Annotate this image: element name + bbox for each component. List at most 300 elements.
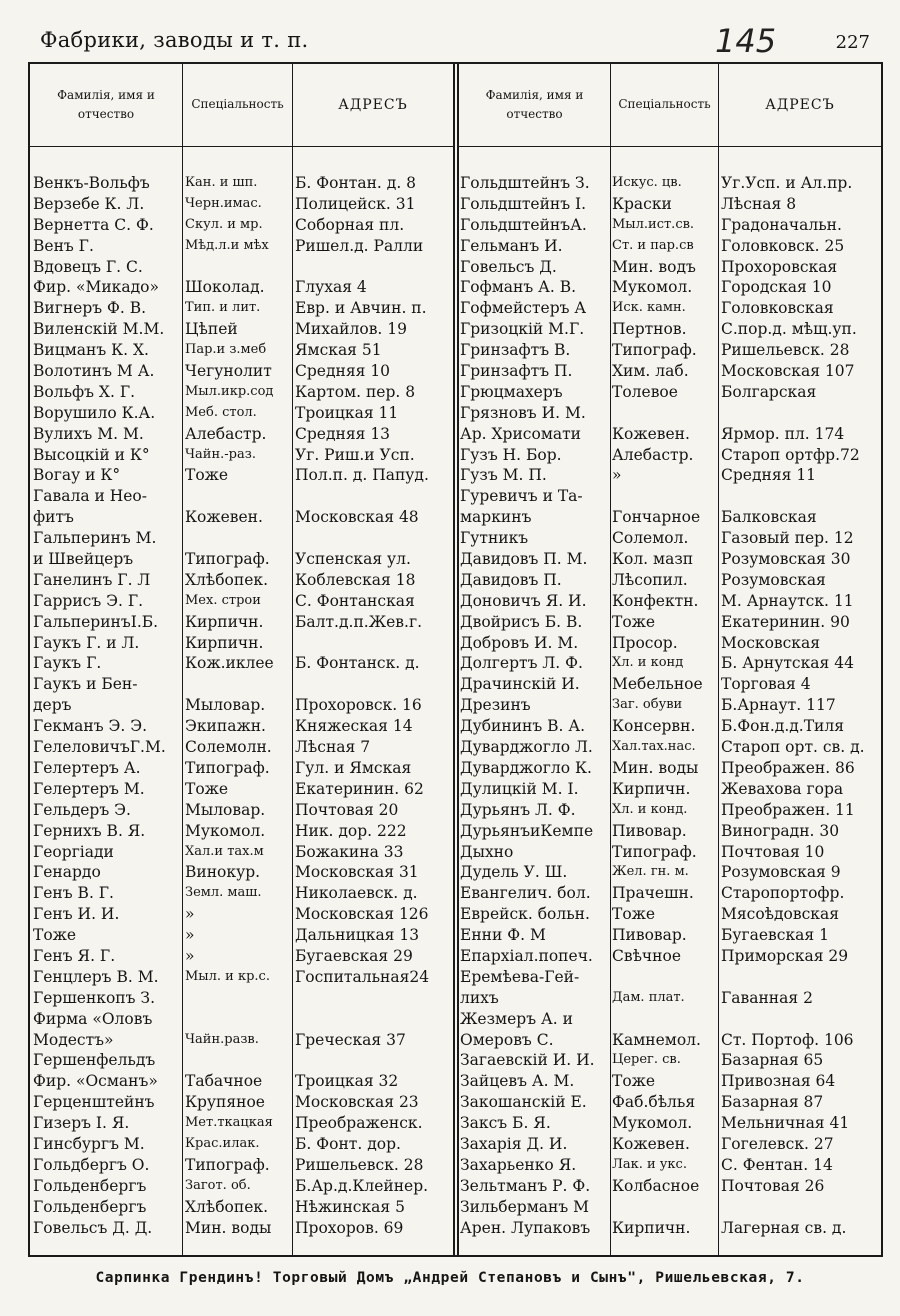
- table-row: [0, 298, 900, 319]
- name-left-cell: Генъ Я. Г.: [33, 946, 116, 965]
- header-rule-right: [457, 146, 883, 147]
- name-right-cell: Еврейск. больн.: [460, 905, 590, 924]
- name-right-cell: Давидовъ П.: [460, 570, 562, 589]
- name-left-cell: Гольденбергъ: [33, 1197, 147, 1216]
- name-right-cell: ГольдштейнъА.: [460, 215, 587, 234]
- address-right-cell: Газовый пер. 12: [721, 529, 854, 548]
- specialty-right-cell: Мыл.ист.св.: [612, 216, 695, 232]
- specialty-left-cell: Мет.ткацкая: [185, 1115, 273, 1131]
- name-left-cell: Ворушило К.А.: [33, 403, 156, 422]
- name-header-line1: Фамилія, имя и: [485, 87, 584, 102]
- address-left-cell: Божакина 33: [295, 842, 404, 861]
- specialty-right-cell: Мин. водъ: [612, 257, 696, 276]
- specialty-right-cell: Мебельное: [612, 675, 703, 694]
- name-right-cell: Дыхно: [460, 842, 514, 861]
- table-row: [0, 277, 900, 298]
- address-left-cell: Прохоровск. 16: [295, 696, 422, 715]
- name-left-cell: Гальперинъ М.: [33, 529, 157, 548]
- address-left-cell: Евр. и Авчин. п.: [295, 299, 427, 318]
- address-left-cell: Ришел.д. Ралли: [295, 236, 424, 255]
- address-right-cell: Ришельевск. 28: [721, 341, 850, 360]
- specialty-left-cell: Скул. и мр.: [185, 216, 263, 232]
- address-left-cell: Глухая 4: [295, 278, 367, 297]
- name-left-cell: Гаукъ Г. и Л.: [33, 633, 140, 652]
- specialty-header: Спеціальность: [618, 97, 711, 112]
- name-right-cell: Зельтманъ Р. Ф.: [460, 1176, 591, 1195]
- address-right-cell: Екатеринин. 90: [721, 612, 850, 631]
- address-right-cell: Розумовская: [721, 570, 826, 589]
- specialty-right-cell: Тоже: [612, 612, 656, 631]
- name-left-cell: Волотинъ М А.: [33, 362, 155, 381]
- name-right-cell: Зайцевъ А. М.: [460, 1072, 575, 1091]
- table-row: [0, 967, 900, 988]
- handwritten-number: 145: [715, 22, 777, 60]
- specialty-right-cell: Лѣсопил.: [612, 570, 688, 589]
- name-left-cell: Вернетта С. Ф.: [33, 215, 154, 234]
- specialty-right-cell: Кожевен.: [612, 1134, 690, 1153]
- specialty-right-cell: Жел. гн. м.: [612, 864, 689, 880]
- specialty-right-cell: Тоже: [612, 1072, 656, 1091]
- specialty-left-cell: »: [185, 946, 195, 965]
- address-left-cell: Греческая 37: [295, 1030, 406, 1049]
- specialty-right-cell: Искус. цв.: [612, 175, 682, 190]
- address-left-cell: Михайлов. 19: [295, 320, 407, 339]
- name-right-cell: Драчинскій И.: [460, 675, 580, 694]
- address-right-cell: Почтовая 26: [721, 1176, 825, 1195]
- table-row: [0, 382, 900, 403]
- address-right-cell: С.пор.д. мѣщ.уп.: [721, 320, 857, 339]
- table-row: [0, 424, 900, 445]
- specialty-right-cell: Консервн.: [612, 717, 696, 736]
- address-left-cell: Московская 126: [295, 905, 429, 924]
- name-header-line1: Фамилія, имя и: [57, 87, 155, 102]
- table-row: [0, 758, 900, 779]
- specialty-left-cell: Кирпичн.: [185, 612, 264, 631]
- name-right-cell: Гризоцкій М.Г.: [460, 320, 585, 339]
- address-right-cell: Почтовая 10: [721, 842, 825, 861]
- name-right-cell: Гофманъ А. В.: [460, 278, 577, 297]
- address-right-cell: Жевахова гора: [721, 779, 844, 798]
- specialty-left-cell: Земл. маш.: [185, 885, 262, 901]
- table-row: [0, 340, 900, 361]
- address-right-cell: Преображен. 86: [721, 758, 855, 777]
- name-left-cell: Вулихъ М. М.: [33, 424, 144, 443]
- address-left-cell: С. Фонтанская: [295, 591, 415, 610]
- address-right-cell: Торговая 4: [721, 675, 811, 694]
- table-row: [0, 1134, 900, 1155]
- specialty-left-cell: Крупяное: [185, 1093, 265, 1112]
- table-row: [0, 1009, 900, 1030]
- address-left-cell: Бугаевская 29: [295, 946, 413, 965]
- name-left-cell: и Швейцеръ: [33, 550, 134, 569]
- specialty-right-cell: Конфектн.: [612, 591, 699, 610]
- address-left-cell: Пол.п. д. Папуд.: [295, 466, 429, 485]
- name-right-cell: ДурьянъиКемпе: [460, 821, 594, 840]
- address-right-cell: Градоначальн.: [721, 215, 842, 234]
- name-right-cell: Добровъ И. М.: [460, 633, 579, 652]
- specialty-left-cell: Хал.и тах.м: [185, 843, 264, 859]
- table-row: [0, 173, 900, 194]
- address-right-cell: Средняя 11: [721, 466, 817, 485]
- specialty-left-cell: Мыловар.: [185, 800, 266, 819]
- table-row: [0, 1030, 900, 1051]
- section-title: Фабрики, заводы и т. п.: [40, 28, 309, 52]
- table-row: [0, 1197, 900, 1218]
- specialty-left-cell: Тип. и лит.: [185, 300, 261, 316]
- table-row: [0, 1176, 900, 1197]
- table-row: [0, 465, 900, 486]
- specialty-right-cell: Иск. камн.: [612, 300, 686, 316]
- address-right-cell: Болгарская: [721, 382, 817, 401]
- specialty-left-cell: Мыловар.: [185, 696, 266, 715]
- name-left-cell: Фир. «Микадо»: [33, 278, 159, 297]
- name-right-cell: Гузъ Н. Бор.: [460, 445, 562, 464]
- table-row: [0, 257, 900, 278]
- name-right-cell: Двойрисъ Б. В.: [460, 612, 583, 631]
- name-left-cell: Модестъ»: [33, 1030, 114, 1049]
- name-left-cell: Гаррисъ Э. Г.: [33, 591, 144, 610]
- specialty-right-cell: Мукомол.: [612, 278, 693, 297]
- specialty-right-cell: Толевое: [612, 382, 678, 401]
- address-left-cell: Уг. Риш.и Усп.: [295, 445, 415, 464]
- name-right-cell: Дуварджогло Л.: [460, 738, 593, 757]
- address-left-cell: Б.Ар.д.Клейнер.: [295, 1176, 429, 1195]
- name-right-cell: Дуварджогло К.: [460, 758, 592, 777]
- table-row: [0, 1218, 900, 1239]
- name-left-cell: Фирма «Оловъ: [33, 1009, 153, 1028]
- name-left-cell: Виленскій М.М.: [33, 320, 165, 339]
- specialty-left-cell: »: [185, 905, 195, 924]
- specialty-left-cell: Чайн.разв.: [185, 1031, 259, 1047]
- table-row: [0, 695, 900, 716]
- address-right-cell: Гаванная 2: [721, 988, 813, 1007]
- specialty-right-cell: Дам. плат.: [612, 989, 685, 1005]
- name-header-line2: отчество: [506, 107, 563, 121]
- address-left-cell: Московская 31: [295, 863, 419, 882]
- address-right-cell: Прохоровская: [721, 257, 838, 276]
- address-right-cell: Старопортофр.: [721, 884, 845, 903]
- address-right-cell: Мясоѣдовская: [721, 905, 839, 924]
- table-row: [0, 883, 900, 904]
- name-right-cell: Дулицкій М. I.: [460, 779, 579, 798]
- address-left-cell: Московская 48: [295, 508, 419, 527]
- address-right-cell: Мельничная 41: [721, 1114, 850, 1133]
- specialty-left-cell: Мыл. и кр.с.: [185, 968, 270, 984]
- specialty-right-cell: Хл. и конд: [612, 655, 684, 671]
- name-left-cell: Вольфъ Х. Г.: [33, 382, 136, 401]
- table-row: [0, 549, 900, 570]
- name-left-cell: Вдовецъ Г. С.: [33, 257, 143, 276]
- table-row: [0, 528, 900, 549]
- table-row: [0, 716, 900, 737]
- table-row: [0, 445, 900, 466]
- specialty-left-cell: Экипажн.: [185, 717, 266, 736]
- table-row: [0, 925, 900, 946]
- name-left-cell: Тоже: [33, 926, 77, 945]
- table-row: [0, 570, 900, 591]
- specialty-left-cell: Кан. и шп.: [185, 175, 258, 190]
- page-header: [40, 20, 870, 60]
- address-right-cell: Б.Арнаут. 117: [721, 696, 836, 715]
- table-row: [0, 319, 900, 340]
- table-row: [0, 1071, 900, 1092]
- specialty-left-cell: Типограф.: [185, 758, 270, 777]
- address-left-cell: Коблевская 18: [295, 570, 416, 589]
- address-left-cell: Успенская ул.: [295, 550, 411, 569]
- specialty-right-cell: Заг. обуви: [612, 697, 683, 713]
- name-right-cell: Загаевскій И. И.: [460, 1051, 595, 1070]
- name-right-cell: Гельманъ И.: [460, 236, 563, 255]
- specialty-left-cell: Кож.иклее: [185, 654, 274, 673]
- address-right-cell: Ст. Портоф. 106: [721, 1030, 854, 1049]
- specialty-right-cell: Прачешн.: [612, 884, 694, 903]
- name-left-cell: Высоцкій и К°: [33, 445, 150, 464]
- name-right-cell: Давидовъ П. М.: [460, 550, 588, 569]
- table-row: [0, 988, 900, 1009]
- address-left-cell: Госпитальная24: [295, 967, 430, 986]
- address-right-cell: Розумовская 9: [721, 863, 841, 882]
- name-left-cell: Говельсъ Д. Д.: [33, 1218, 153, 1237]
- name-right-cell: Епархіал.попеч.: [460, 946, 593, 965]
- address-header: АДРЕСЪ: [338, 96, 408, 113]
- specialty-left-cell: »: [185, 926, 195, 945]
- address-column-header-left: [293, 66, 453, 144]
- name-right-cell: Евангелич. бол.: [460, 884, 591, 903]
- address-right-cell: Виноградн. 30: [721, 821, 840, 840]
- table-row: [0, 862, 900, 883]
- specialty-left-cell: Цѣпей: [185, 320, 238, 339]
- name-left-cell: Гольдбергъ О.: [33, 1155, 150, 1174]
- address-right-cell: Ярмор. пл. 174: [721, 424, 845, 443]
- specialty-right-cell: Кирпичн.: [612, 1218, 691, 1237]
- name-left-cell: Фир. «Османъ»: [33, 1072, 158, 1091]
- address-left-cell: Б. Фонт. дор.: [295, 1134, 401, 1153]
- name-left-cell: Гинсбургъ М.: [33, 1134, 145, 1153]
- address-right-cell: Приморская 29: [721, 946, 849, 965]
- address-left-cell: Преображенск.: [295, 1114, 423, 1133]
- address-left-cell: Балт.д.п.Жев.г.: [295, 612, 422, 631]
- name-left-cell: Гавала и Нео-: [33, 487, 148, 506]
- address-left-cell: Княжеская 14: [295, 717, 413, 736]
- specialty-right-cell: Мукомол.: [612, 1114, 693, 1133]
- specialty-left-cell: Тоже: [185, 466, 229, 485]
- address-right-cell: Розумовская 30: [721, 550, 851, 569]
- name-right-cell: Доновичъ Я. И.: [460, 591, 587, 610]
- address-left-cell: Б. Фонтан. д. 8: [295, 174, 417, 192]
- name-right-cell: Захарьенко Я.: [460, 1155, 577, 1174]
- specialty-right-cell: Хим. лаб.: [612, 362, 689, 381]
- table-row: [0, 842, 900, 863]
- name-right-cell: Еремѣева-Гей-: [460, 967, 580, 986]
- specialty-right-cell: Пертнов.: [612, 320, 687, 339]
- specialty-column-header-right: [611, 66, 718, 144]
- address-right-cell: Староп ортфр.72: [721, 445, 860, 464]
- specialty-right-cell: Кол. мазп: [612, 550, 694, 569]
- address-right-cell: Балковская: [721, 508, 817, 527]
- name-right-cell: Жезмеръ А. и: [460, 1009, 573, 1028]
- name-left-cell: Георгіади: [33, 842, 114, 861]
- specialty-left-cell: Черн.имас.: [185, 195, 262, 211]
- name-left-cell: Гекманъ Э. Э.: [33, 717, 148, 736]
- specialty-left-cell: Алебастр.: [185, 424, 267, 443]
- name-left-cell: Гаукъ и Бен-: [33, 675, 138, 694]
- name-left-cell: Вогау и К°: [33, 466, 121, 485]
- specialty-right-cell: Типограф.: [612, 341, 697, 360]
- specialty-left-cell: Кожевен.: [185, 508, 263, 527]
- address-header: АДРЕСЪ: [765, 96, 835, 113]
- name-right-cell: Долгертъ Л. Ф.: [460, 654, 583, 673]
- address-column-header-right: [719, 66, 881, 144]
- name-left-cell: Гизеръ I. Я.: [33, 1114, 130, 1133]
- specialty-right-cell: Гончарное: [612, 508, 701, 527]
- name-left-cell: фитъ: [33, 508, 74, 527]
- table-row: [0, 361, 900, 382]
- name-right-cell: Гузъ М. П.: [460, 466, 547, 485]
- specialty-right-cell: Солемол.: [612, 529, 689, 548]
- header-rule-left: [28, 146, 455, 147]
- address-left-cell: Троицкая 11: [295, 403, 399, 422]
- name-left-cell: Гольденбергъ: [33, 1176, 147, 1195]
- name-left-cell: ГелеловичъГ.М.: [33, 738, 166, 757]
- specialty-left-cell: Солемолн.: [185, 738, 272, 757]
- address-right-cell: Городская 10: [721, 278, 832, 297]
- name-right-cell: Енни Ф. М: [460, 926, 546, 945]
- table-row: [0, 1050, 900, 1071]
- name-left-cell: Верзебе К. Л.: [33, 194, 145, 213]
- table-row: [0, 779, 900, 800]
- specialty-left-cell: Типограф.: [185, 1155, 270, 1174]
- specialty-right-cell: Кирпичн.: [612, 779, 691, 798]
- specialty-left-cell: Мѣд.л.и мѣх: [185, 237, 269, 253]
- name-column-header-right: [459, 66, 610, 144]
- specialty-left-cell: Типограф.: [185, 550, 270, 569]
- specialty-right-cell: Алебастр.: [612, 445, 694, 464]
- address-right-cell: Базарная 65: [721, 1051, 824, 1070]
- specialty-right-cell: Камнемол.: [612, 1030, 701, 1049]
- specialty-left-cell: Шоколад.: [185, 278, 265, 297]
- specialty-left-cell: Чайн.-раз.: [185, 446, 256, 462]
- specialty-left-cell: Мукомол.: [185, 821, 266, 840]
- address-right-cell: Гогелевск. 27: [721, 1134, 834, 1153]
- name-right-cell: Говельсъ Д.: [460, 257, 557, 276]
- address-right-cell: Привозная 64: [721, 1072, 836, 1091]
- name-left-cell: Гершенфельдъ: [33, 1051, 156, 1070]
- name-right-cell: Заксъ Б. Я.: [460, 1114, 551, 1133]
- specialty-right-cell: Типограф.: [612, 842, 697, 861]
- address-left-cell: Лѣсная 7: [295, 738, 371, 757]
- specialty-left-cell: Винокур.: [185, 863, 261, 882]
- name-right-cell: Гофмейстеръ А: [460, 299, 587, 318]
- address-left-cell: Средняя 13: [295, 424, 391, 443]
- specialty-left-cell: Чегунолит: [185, 362, 272, 381]
- table-row: [0, 507, 900, 528]
- name-left-cell: Гернихъ В. Я.: [33, 821, 146, 840]
- name-left-cell: ГальперинъI.Б.: [33, 612, 159, 631]
- address-left-cell: Ришельевск. 28: [295, 1155, 424, 1174]
- specialty-left-cell: Мех. строи: [185, 592, 261, 608]
- specialty-left-cell: Мин. воды: [185, 1218, 272, 1237]
- table-row: [0, 821, 900, 842]
- name-left-cell: деръ: [33, 696, 72, 715]
- specialty-right-cell: Хл. и конд.: [612, 801, 688, 817]
- name-left-cell: Герценштейнъ: [33, 1093, 155, 1112]
- page-number: 227: [835, 32, 870, 53]
- name-left-cell: Вицманъ К. Х.: [33, 341, 149, 360]
- address-left-cell: Ник. дор. 222: [295, 821, 407, 840]
- address-left-cell: Картом. пер. 8: [295, 382, 416, 401]
- address-right-cell: Московская: [721, 633, 821, 652]
- specialty-right-cell: Колбасное: [612, 1176, 700, 1195]
- address-left-cell: Соборная пл.: [295, 215, 405, 234]
- address-left-cell: Ямская 51: [295, 341, 382, 360]
- address-right-cell: Уг.Усп. и Ал.пр.: [721, 174, 853, 192]
- address-right-cell: Староп орт. св. д.: [721, 738, 865, 757]
- address-right-cell: С. Фентан. 14: [721, 1155, 833, 1174]
- specialty-left-cell: Загот. об.: [185, 1177, 251, 1193]
- address-left-cell: Средняя 10: [295, 362, 391, 381]
- table-row: [0, 674, 900, 695]
- address-left-cell: Гул. и Ямская: [295, 758, 412, 777]
- name-right-cell: Гольдштейнъ I.: [460, 194, 587, 213]
- table-row: [0, 800, 900, 821]
- address-right-cell: Лѣсная 8: [721, 194, 797, 213]
- name-left-cell: Гаукъ Г.: [33, 654, 102, 673]
- address-right-cell: Головковская: [721, 299, 834, 318]
- specialty-right-cell: Хал.тах.нас.: [612, 739, 696, 755]
- name-right-cell: Омеровъ С.: [460, 1030, 554, 1049]
- name-header-line2: отчество: [77, 107, 135, 121]
- address-left-cell: Троицкая 32: [295, 1072, 399, 1091]
- specialty-right-cell: Пивовар.: [612, 926, 687, 945]
- specialty-right-cell: »: [612, 466, 622, 485]
- address-left-cell: Почтовая 20: [295, 800, 399, 819]
- name-left-cell: Гелертеръ А.: [33, 758, 141, 777]
- table-row: [0, 236, 900, 257]
- address-left-cell: Б. Фонтанск. д.: [295, 654, 420, 673]
- name-right-cell: Дурьянъ Л. Ф.: [460, 800, 576, 819]
- address-right-cell: Б. Арнутская 44: [721, 654, 854, 673]
- specialty-right-cell: Церег. св.: [612, 1052, 681, 1068]
- table-row: [0, 946, 900, 967]
- specialty-left-cell: Пар.и з.меб: [185, 342, 267, 358]
- specialty-left-cell: Табачное: [185, 1072, 263, 1091]
- address-right-cell: Лагерная св. д.: [721, 1218, 847, 1237]
- name-column-header-left: [30, 66, 182, 144]
- name-right-cell: Закошанскій Е.: [460, 1093, 587, 1112]
- specialty-right-cell: Краски: [612, 194, 672, 213]
- footer-advertisement: Сарпинка Грендинъ! Торговый Домъ „Андрей Степановъ и Сынъ", Ришельевская, 7.: [95, 1270, 805, 1286]
- table-row: [0, 486, 900, 507]
- name-right-cell: Дрезинъ: [460, 696, 531, 715]
- table-row: [0, 1155, 900, 1176]
- name-left-cell: Венкъ-Вольфъ: [33, 174, 150, 192]
- address-left-cell: Николаевск. д.: [295, 884, 418, 903]
- table-row: [0, 1113, 900, 1134]
- specialty-right-cell: Фаб.бѣлья: [612, 1093, 696, 1112]
- name-right-cell: Гуревичъ и Та-: [460, 487, 583, 506]
- specialty-right-cell: Пивовар.: [612, 821, 687, 840]
- name-right-cell: Ар. Хрисомати: [460, 424, 582, 443]
- specialty-right-cell: Мин. воды: [612, 758, 699, 777]
- name-left-cell: Вигнеръ Ф. В.: [33, 299, 147, 318]
- table-row: [0, 904, 900, 925]
- name-left-cell: Гелертеръ М.: [33, 779, 145, 798]
- name-left-cell: Гельдеръ Э.: [33, 800, 131, 819]
- address-right-cell: Базарная 87: [721, 1093, 824, 1112]
- directory-rows: [0, 173, 900, 1238]
- name-right-cell: маркинъ: [460, 508, 532, 527]
- name-left-cell: Генцлеръ В. М.: [33, 967, 159, 986]
